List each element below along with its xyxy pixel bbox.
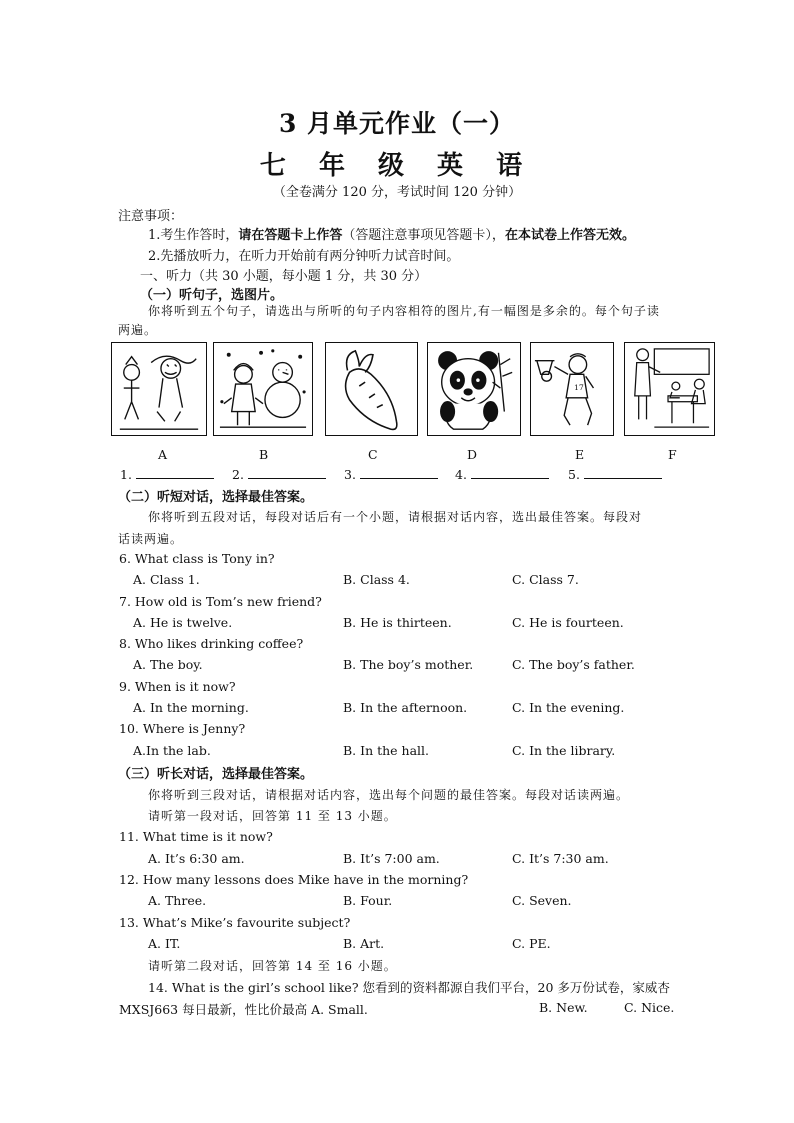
- answer-line: [471, 466, 549, 479]
- picture-label-e: E: [575, 447, 585, 462]
- option-c[interactable]: C. The boy’s father.: [512, 657, 635, 672]
- answer-blank-2[interactable]: [232, 466, 326, 482]
- picture-label-f: F: [668, 447, 677, 462]
- answer-blank-5[interactable]: [568, 466, 662, 482]
- question-stem: 7. How old is Tom’s new friend?: [119, 594, 322, 609]
- option-a[interactable]: A.In the lab.: [133, 743, 211, 758]
- part2-heading: （二）听短对话，选择最佳答案。: [118, 490, 314, 505]
- answer-line: [584, 466, 662, 479]
- part2-instruction-line2: 话读两遍。: [118, 532, 184, 546]
- part3-heading: （三）听长对话，选择最佳答案。: [118, 767, 314, 782]
- question-stem: 12. How many lessons does Mike have in the morning?: [119, 872, 469, 887]
- option-c[interactable]: C. Class 7.: [512, 572, 579, 587]
- subject-title: 七 年 级 英 语: [259, 151, 535, 181]
- option-a[interactable]: A. It’s 6:30 am.: [148, 851, 245, 866]
- answer-blank-1[interactable]: [120, 466, 214, 482]
- question-14-stem: 14. What is the girl’s school like? 您看到的资料都源自我们平台，20 多万份试卷，家威杏: [148, 980, 670, 995]
- option-b[interactable]: B. Four.: [343, 893, 393, 908]
- page-title: 3 月单元作业（一）: [278, 109, 516, 138]
- part1-heading: （一）听句子，选图片。: [140, 288, 284, 303]
- option-b[interactable]: B. New.: [539, 1000, 588, 1015]
- picture-label-d: D: [467, 447, 478, 462]
- answer-blank-number: 3.: [344, 467, 356, 482]
- answer-blank-number: 5.: [568, 467, 580, 482]
- carrot-image: [325, 342, 418, 436]
- option-a[interactable]: A. The boy.: [133, 657, 203, 672]
- question-stem: 13. What’s Mike’s favourite subject?: [119, 915, 351, 930]
- part1-instruction-line1: 你将听到五个句子，请选出与所听的句子内容相符的图片,有一幅图是多余的。每个句子读: [148, 304, 660, 318]
- section-heading: 一、听力（共 30 小题，每小题 1 分，共 30 分）: [140, 269, 428, 284]
- part3-instruction: 你将听到三段对话，请根据对话内容，选出每个问题的最佳答案。每段对话读两遍。: [148, 788, 630, 802]
- option-b[interactable]: B. In the hall.: [343, 743, 430, 758]
- answer-blank-number: 1.: [120, 467, 132, 482]
- snowman-image: [213, 342, 313, 436]
- question-stem: 8. Who likes drinking coffee?: [119, 636, 304, 651]
- dialogue1-instruction: 请听第一段对话，回答第 11 至 13 小题。: [148, 809, 397, 823]
- option-a[interactable]: A. Three.: [148, 893, 207, 908]
- panda-image: [427, 342, 521, 436]
- answer-blank-number: 2.: [232, 467, 244, 482]
- classroom-teacher-image: [624, 342, 715, 436]
- answer-blank-3[interactable]: [344, 466, 438, 482]
- question-stem: 6. What class is Tony in?: [119, 551, 275, 566]
- basketball-player-image: [530, 342, 614, 436]
- part1-instruction-line2: 两遍。: [118, 323, 158, 337]
- option-a[interactable]: A. He is twelve.: [133, 615, 233, 630]
- question-14-line2[interactable]: MXSJ663 每日最新，性比价最高 A. Small.: [119, 1002, 368, 1017]
- answer-blank-4[interactable]: [455, 466, 549, 482]
- option-c[interactable]: C. In the evening.: [512, 700, 625, 715]
- picture-label-c: C: [368, 447, 378, 462]
- option-c[interactable]: C. PE.: [512, 936, 551, 951]
- exam-note: （全卷满分 120 分，考试时间 120 分钟）: [272, 185, 522, 200]
- option-a[interactable]: A. In the morning.: [133, 700, 249, 715]
- option-c[interactable]: C. It’s 7:30 am.: [512, 851, 609, 866]
- answer-line: [136, 466, 214, 479]
- option-b[interactable]: B. The boy’s mother.: [343, 657, 474, 672]
- question-stem: 11. What time is it now?: [119, 829, 273, 844]
- notice-item-1-b: 请在答题卡上作答: [238, 228, 343, 243]
- option-b[interactable]: B. He is thirteen.: [343, 615, 452, 630]
- option-c[interactable]: C. He is fourteen.: [512, 615, 624, 630]
- picture-label-a: A: [158, 447, 168, 462]
- part2-instruction-line1: 你将听到五段对话，每段对话后有一个小题，请根据对话内容，选出最佳答案。每段对: [148, 510, 643, 524]
- option-c[interactable]: C. Nice.: [624, 1000, 675, 1015]
- option-c[interactable]: C. Seven.: [512, 893, 572, 908]
- question-stem: 10. Where is Jenny?: [119, 721, 246, 736]
- notice-item-1-c: （答题注意事项见答题卡），: [342, 228, 505, 243]
- option-b[interactable]: B. Art.: [343, 936, 385, 951]
- svg-text:17: 17: [573, 382, 584, 392]
- notice-heading: 注意事项：: [118, 209, 184, 224]
- option-a[interactable]: A. IT.: [148, 936, 181, 951]
- option-b[interactable]: B. In the afternoon.: [343, 700, 468, 715]
- notice-item-1: [148, 224, 635, 243]
- dialogue2-instruction: 请听第二段对话，回答第 14 至 16 小题。: [148, 959, 397, 973]
- answer-blank-number: 4.: [455, 467, 467, 482]
- question-stem: 9. When is it now?: [119, 679, 236, 694]
- notice-item-1-a: 1.考生作答时，: [148, 228, 239, 243]
- option-b[interactable]: B. It’s 7:00 am.: [343, 851, 440, 866]
- answer-line: [248, 466, 326, 479]
- picture-label-b: B: [259, 447, 269, 462]
- notice-item-2: 2.先播放听力，在听力开始前有两分钟听力试音时间。: [148, 249, 460, 264]
- dragon-dance-image: [111, 342, 207, 436]
- notice-item-1-d: 在本试卷上作答无效。: [504, 228, 635, 243]
- option-c[interactable]: C. In the library.: [512, 743, 616, 758]
- option-b[interactable]: B. Class 4.: [343, 572, 410, 587]
- answer-line: [360, 466, 438, 479]
- option-a[interactable]: A. Class 1.: [133, 572, 200, 587]
